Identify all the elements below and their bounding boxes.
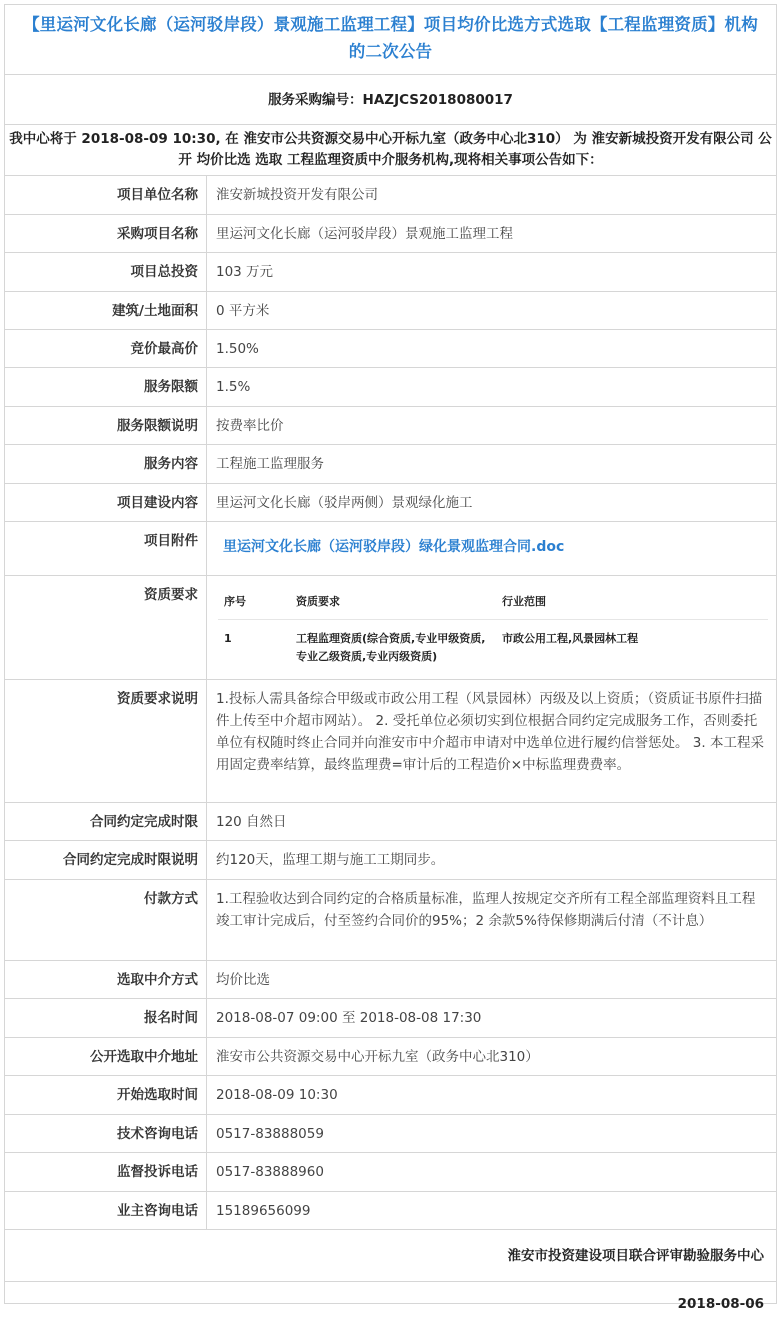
field-label: 建筑/土地面积 [5, 292, 207, 329]
field-label: 开始选取时间 [5, 1076, 207, 1114]
field-label: 服务限额说明 [5, 407, 207, 444]
field-label: 选取中介方式 [5, 961, 207, 998]
row-investment [5, 253, 776, 292]
field-label: 服务内容 [5, 445, 207, 483]
field-label: 资质要求说明 [5, 680, 207, 802]
field-label: 合同约定完成时限说明 [5, 841, 207, 879]
field-value: 1.5% [216, 379, 251, 395]
header-scope: 行业范围 [502, 594, 546, 608]
field-value: 120 自然日 [216, 814, 287, 830]
field-value: 15189656099 [216, 1203, 311, 1219]
field-value: 1.投标人需具备综合甲级或市政公用工程（风景园林）丙级及以上资质；（资质证书原件扫描件上传至中介超市网站）。 2. 受托单位必须切实到位根据合同约定完成服务工作，否则委托单位有权随时终止合同并向淮安市中介超市申请对中选单位进行履约信誉惩处。 3. 本工程采用固定费率结算，最终监理费=审计后的工程造价×中标监理费费率。 [216, 691, 764, 773]
row-start [5, 1076, 776, 1115]
row-signup [5, 999, 776, 1038]
field-label: 资质要求 [5, 576, 207, 679]
field-label: 项目附件 [5, 522, 207, 575]
header-req: 资质要求 [296, 594, 340, 608]
field-label: 采购项目名称 [5, 215, 207, 252]
row-qual-desc [5, 680, 776, 803]
field-label: 付款方式 [5, 880, 207, 960]
field-label: 合同约定完成时限 [5, 803, 207, 840]
row-limit [5, 368, 776, 407]
row-attachment [5, 522, 776, 576]
attachment-link[interactable]: 里运河文化长廊（运河驳岸段）绿化景观监理合同.doc [223, 539, 565, 555]
row-project-name [5, 215, 776, 253]
announcement-title: 【里运河文化长廊（运河驳岸段）景观施工监理工程】项目均价比选方式选取【工程监理资质】机构的二次公告 [5, 5, 776, 75]
field-label: 公开选取中介地址 [5, 1038, 207, 1075]
field-value: 按费率比价 [216, 418, 284, 434]
field-value: 2018-08-07 09:00 至 2018-08-08 17:30 [216, 1010, 482, 1026]
field-label: 竞价最高价 [5, 330, 207, 367]
row-build-content [5, 484, 776, 522]
qualification-table [207, 576, 776, 679]
field-value: 2018-08-09 10:30 [216, 1087, 338, 1103]
service-code: 服务采购编号：HAZJCS2018080017 [5, 75, 776, 125]
row-payment [5, 880, 776, 961]
cell-no: 1 [224, 632, 232, 645]
field-label: 报名时间 [5, 999, 207, 1037]
field-label: 项目建设内容 [5, 484, 207, 521]
field-value: 淮安新城投资开发有限公司 [216, 187, 378, 203]
qualification-inner-table [218, 584, 768, 666]
cell-req: 工程监理资质(综合资质,专业甲级资质,专业乙级资质,专业丙级资质) [296, 632, 486, 663]
row-area [5, 292, 776, 330]
row-method [5, 961, 776, 999]
field-value: 里运河文化长廊（运河驳岸段）景观施工监理工程 [216, 226, 513, 242]
row-max-price [5, 330, 776, 368]
row-limit-desc [5, 407, 776, 445]
field-value: 1.工程验收达到合同约定的合格质量标准，监理人按规定交齐所有工程全部监理资料且工程竣工审计完成后，付至签约合同价的95%；2 余款5%待保修期满后付清（不计息） [216, 891, 756, 929]
field-label: 业主咨询电话 [5, 1192, 207, 1229]
cell-scope: 市政公用工程,风景园林工程 [502, 632, 639, 645]
intro-text: 我中心将于 2018-08-09 10:30, 在 淮安市公共资源交易中心开标九室（政务中心北310） 为 淮安新城投资开发有限公司 公开 均价比选 选取 工程监理资质中介服务机构,现将相关事项公告如下： [5, 125, 776, 176]
field-label: 项目总投资 [5, 253, 207, 291]
row-owner-phone [5, 1192, 776, 1230]
field-label: 技术咨询电话 [5, 1115, 207, 1152]
announcement [4, 4, 777, 1312]
field-value: 0 平方米 [216, 303, 270, 319]
field-value [207, 522, 776, 575]
row-qualification [5, 576, 776, 680]
footer-org: 淮安市投资建设项目联合评审勘验服务中心 [5, 1230, 776, 1282]
field-value: 均价比选 [216, 972, 270, 988]
row-unit [5, 176, 776, 215]
row-content [5, 445, 776, 484]
table-row [218, 620, 768, 666]
row-tech-phone [5, 1115, 776, 1153]
row-deadline-desc [5, 841, 776, 880]
field-label: 服务限额 [5, 368, 207, 406]
header-no: 序号 [224, 594, 246, 608]
row-complaint-phone [5, 1153, 776, 1192]
field-value: 淮安市公共资源交易中心开标九室（政务中心北310） [216, 1049, 539, 1065]
field-value: 0517-83888960 [216, 1164, 324, 1180]
field-value: 约120天，监理工期与施工工期同步。 [216, 852, 445, 868]
table-header [218, 584, 768, 620]
field-value: 0517-83888059 [216, 1126, 324, 1142]
footer-date: 2018-08-06 [677, 1296, 764, 1312]
field-value: 工程施工监理服务 [216, 456, 324, 472]
field-label: 项目单位名称 [5, 176, 207, 214]
field-value: 103 万元 [216, 264, 274, 280]
field-value: 1.50% [216, 341, 259, 357]
row-deadline [5, 803, 776, 841]
field-value: 里运河文化长廊（驳岸两侧）景观绿化施工 [216, 495, 473, 511]
row-address [5, 1038, 776, 1076]
field-label: 监督投诉电话 [5, 1153, 207, 1191]
